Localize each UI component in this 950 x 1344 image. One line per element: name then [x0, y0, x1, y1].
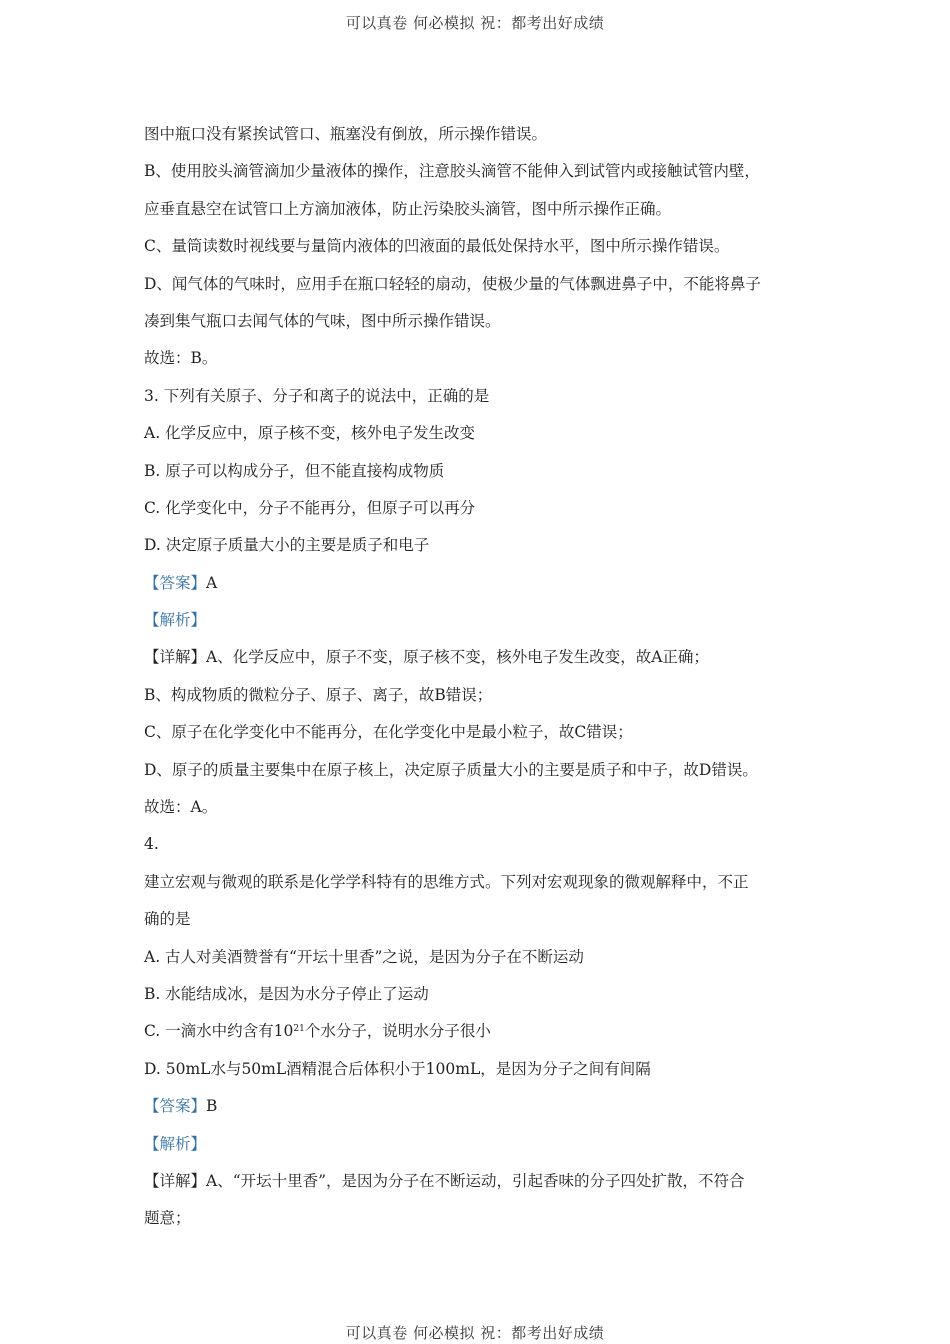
- question-3-stem: 3. 下列有关原子、分子和离子的说法中，正确的是: [144, 386, 490, 405]
- text-line: B、使用胶头滴管滴加少量液体的操作，注意胶头滴管不能伸入到试管内或接触试管内壁，: [144, 162, 760, 181]
- option-c-post: 个水分子，说明水分子很小: [304, 1022, 491, 1041]
- question-3-option-d: D. 决定原子质量大小的主要是质子和电子: [144, 536, 430, 555]
- detail-line: [144, 644, 814, 681]
- text-line: 图中瓶口没有紧挨试管口、瓶塞没有倒放，所示操作错误。: [144, 125, 548, 143]
- question-3-option-c: C. 化学变化中，分子不能再分，但原子可以再分: [144, 498, 476, 517]
- question-4-option-c: [144, 1018, 814, 1055]
- detail-text: A、化学反应中，原子不变，原子核不变，核外电子发生改变，故A正确；: [206, 648, 709, 667]
- question-4-option-b: B. 水能结成冰，是因为水分子停止了运动: [144, 984, 429, 1003]
- question-4-stem-cont: 确的是: [144, 910, 191, 929]
- text-line: 凑到集气瓶口去闻气体的气味，图中所示操作错误。: [144, 311, 501, 330]
- text-line: D、闻气体的气味时，应用手在瓶口轻轻的扇动，使极少量的气体飘进鼻子中，不能将鼻子: [144, 274, 761, 293]
- question-4-answer: [144, 1093, 814, 1130]
- question-4-option-a: A. 古人对美酒赞誉有“开坛十里香”之说，是因为分子在不断运动: [144, 947, 584, 966]
- detail-text: A、“开坛十里香”，是因为分子在不断运动，引起香味的分子四处扩散，不符合: [206, 1171, 745, 1190]
- detail-line: [144, 1168, 814, 1205]
- detail-label: 【详解】: [144, 648, 207, 667]
- analysis-label: 【解析】: [144, 1134, 207, 1153]
- text-line: 题意；: [144, 1209, 191, 1228]
- answer-value: B: [206, 1097, 218, 1116]
- text-line: C、量筒读数时视线要与量筒内液体的凹液面的最低处保持水平，图中所示操作错误。: [144, 237, 730, 256]
- option-c-pre: C. 一滴水中约含有10: [144, 1022, 294, 1041]
- page-footer: 可以真卷 何必模拟 祝：都考出好成绩: [345, 1324, 605, 1342]
- question-4-stem: 建立宏观与微观的联系是化学学科特有的思维方式。下列对宏观现象的微观解释中，不正: [144, 872, 749, 891]
- answer-label: 【答案】: [144, 1097, 207, 1116]
- text-line: 故选：B。: [144, 349, 218, 368]
- question-3-option-a: A. 化学反应中，原子核不变，核外电子发生改变: [144, 424, 476, 443]
- document-body: [144, 121, 814, 1243]
- text-line: C、原子在化学变化中不能再分，在化学变化中是最小粒子，故C错误；: [144, 723, 633, 742]
- question-4-number: 4.: [144, 835, 159, 854]
- text-line: B、构成物质的微粒分子、原子、离子，故B错误；: [144, 685, 493, 704]
- question-3-answer: [144, 570, 814, 607]
- page-header: 可以真卷 何必模拟 祝：都考出好成绩: [345, 14, 605, 32]
- text-line: 故选：A。: [144, 798, 218, 817]
- text-line: 应垂直悬空在试管口上方滴加液体，防止污染胶头滴管，图中所示操作正确。: [144, 199, 672, 218]
- answer-value: A: [206, 573, 218, 592]
- answer-label: 【答案】: [144, 573, 207, 592]
- text-line: D、原子的质量主要集中在原子核上，决定原子质量大小的主要是质子和中子，故D错误。: [144, 760, 758, 779]
- detail-label: 【详解】: [144, 1171, 207, 1190]
- question-4-option-d: D. 50mL水与50mL酒精混合后体积小于100mL，是因为分子之间有间隔: [144, 1059, 651, 1078]
- analysis-label: 【解析】: [144, 611, 207, 630]
- exponent: 21: [293, 1024, 305, 1035]
- question-3-option-b: B. 原子可以构成分子，但不能直接构成物质: [144, 461, 445, 480]
